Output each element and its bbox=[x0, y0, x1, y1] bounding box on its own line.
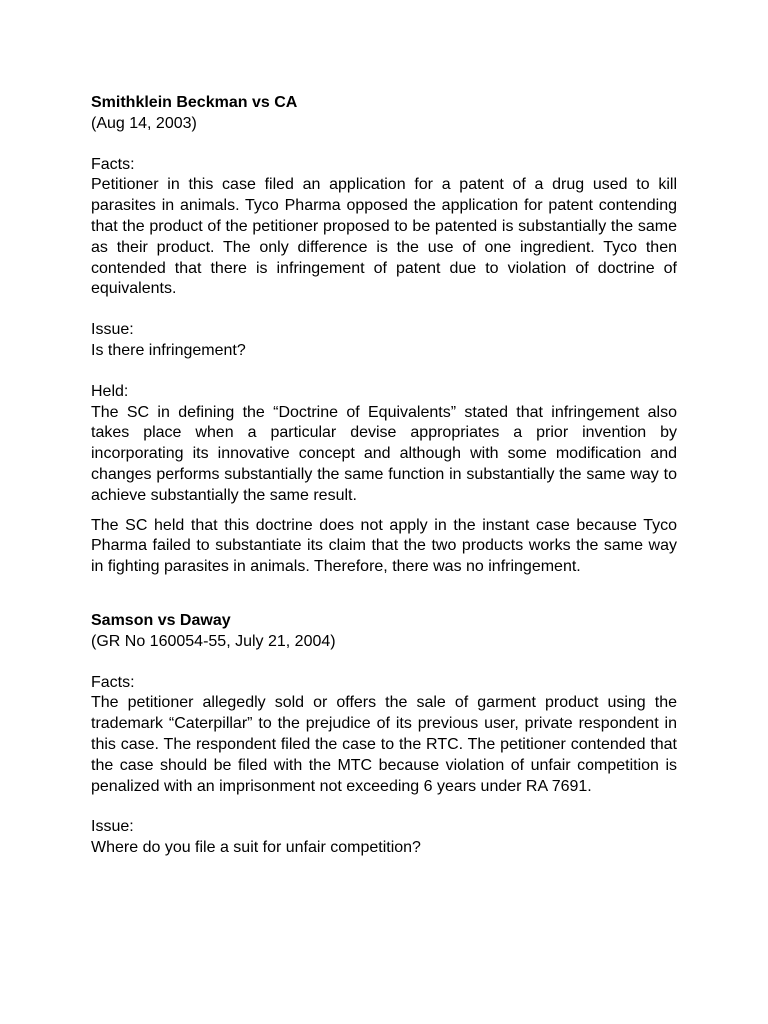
issue-text: Where do you file a suit for unfair competition? bbox=[91, 839, 421, 857]
case-citation: (GR No 160054-55, July 21, 2004) bbox=[91, 632, 336, 650]
facts-heading: Facts: bbox=[91, 673, 135, 691]
document-page bbox=[91, 93, 677, 859]
case-title: Smithklein Beckman vs CA bbox=[91, 94, 298, 111]
issue-heading: Issue: bbox=[91, 818, 134, 836]
case-title: Samson vs Daway bbox=[91, 611, 231, 629]
facts-paragraph: The petitioner allegedly sold or offers the sale of garment product using the trademark “Caterpillar” to the prejudice of its previous user, private respondent in this case. The respondent filed the case to the RTC. The petitioner contended that the case should be filed with the MTC because violation of unfair competition is penalized with an imprisonment not exceeding 6 years under RA 7691. bbox=[91, 694, 677, 795]
facts-paragraph: Petitioner in this case filed an application for a patent of a drug used to kill parasites in animals. Tyco Pharma opposed the application for patent contending that the product of the petitioner proposed to be patented is substantially the same as their product. The only difference is the use of one ingredient. Tyco then contended that there is infringement of patent due to violation of doctrine of equivalents. bbox=[91, 176, 677, 298]
case-smithklein bbox=[91, 93, 677, 578]
case-samson bbox=[91, 611, 677, 859]
held-paragraph-2: The SC held that this doctrine does not apply in the instant case because Tyco Pharma failed to substantiate its claim that the two products works the same way in fighting parasites in animals. Therefore, there was no infringement. bbox=[91, 516, 677, 576]
facts-heading: Facts: bbox=[91, 155, 135, 173]
case-date: (Aug 14, 2003) bbox=[91, 114, 197, 132]
issue-text: Is there infringement? bbox=[91, 341, 246, 359]
held-paragraph-1: The SC in defining the “Doctrine of Equivalents” stated that infringement also takes place when a particular devise appropriates a prior invention by incorporating its innovative concept and although with some modification and changes performs substantially the same function in substantially the same way to achieve substantially the same result. bbox=[91, 403, 677, 504]
issue-heading: Issue: bbox=[91, 321, 134, 339]
held-heading: Held: bbox=[91, 382, 129, 400]
